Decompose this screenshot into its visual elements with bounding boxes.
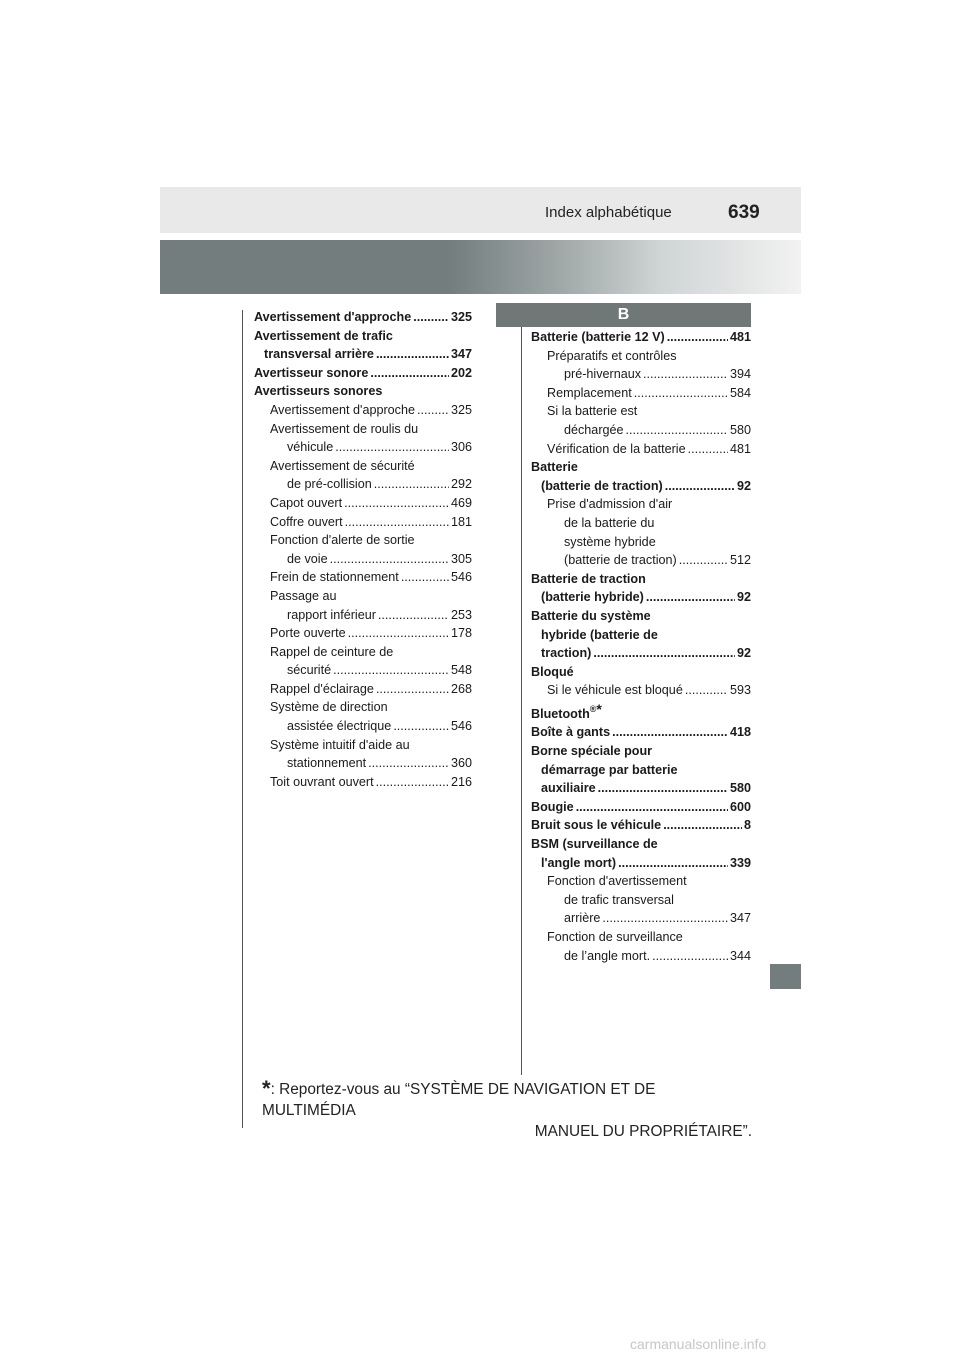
index-entry [254,327,472,364]
index-entry-page: 292 [450,477,472,492]
index-entry [254,568,472,587]
dot-leader [344,494,449,513]
index-entry-label: Coffre ouvert [270,514,343,529]
index-entry-label: de trafic transversal [564,892,674,907]
footnote-text-line1: : Reportez-vous au “SYSTÈME DE NAVIGATION ET DE MULTIMÉDIA [262,1081,656,1119]
index-entry-label: Batterie de traction [531,571,646,586]
dot-leader [652,947,728,966]
index-entry-label: système hybride [564,534,656,549]
dot-leader [376,345,449,364]
index-entry-label: Toit ouvrant ouvert [270,774,374,789]
index-entry-label: Fonction d'alerte de sortie [270,533,415,548]
index-entry-label: pré-hivernaux [564,367,642,382]
index-entry [254,457,472,494]
index-entry [531,495,751,569]
index-entry-page: 481 [729,330,751,344]
index-entry-page: 202 [450,365,472,380]
index-entry-label: Rappel de ceinture de [270,644,394,659]
index-entry [254,680,472,699]
index-entry-page: 181 [450,514,472,529]
index-entry [254,531,472,568]
page-number: 639 [728,202,760,223]
chapter-thumb-tab [770,964,801,989]
index-entry-label: stationnement [287,756,367,771]
index-entry-page: 580 [729,422,751,437]
index-entry [531,723,751,742]
index-column-left [254,308,472,791]
footnote-asterisk: * [262,1076,271,1101]
index-entry [531,872,751,928]
index-entry-page: 469 [450,495,472,510]
dot-leader [376,680,449,699]
dot-leader [330,550,449,569]
index-entry-label: (batterie de traction) [541,478,663,493]
dot-leader [634,384,728,403]
dot-leader [413,308,449,327]
dot-leader [374,475,449,494]
dot-leader [602,909,728,928]
dot-leader [593,644,735,663]
index-entry-label: Borne spéciale pour [531,744,653,759]
dot-leader [618,854,728,873]
header-bar [160,187,801,233]
index-entry [254,643,472,680]
index-entry-label: Bluetooth [531,706,590,721]
index-entry-page: 253 [450,607,472,622]
index-entry-page: 325 [450,310,472,324]
index-entry [531,681,751,700]
dot-leader [401,568,449,587]
index-entry-label: Fonction d'avertissement [547,874,687,889]
dot-leader [376,773,449,792]
section-letter-header: B [496,303,751,327]
index-entry-page: 268 [450,681,472,696]
index-entry-label: Passage au [270,588,337,603]
index-entry-label: (batterie hybride) [541,590,644,605]
index-entry-page: 92 [736,478,751,493]
index-entry-label: traction) [541,646,592,661]
dot-leader [646,588,735,607]
index-entry [531,384,751,403]
index-entry-page: 593 [729,683,751,698]
index-entry-label: rapport inférieur [287,607,376,622]
index-entry-page: 347 [729,911,751,926]
index-entry-page: 584 [729,385,751,400]
index-entry [254,773,472,792]
dot-leader [685,681,728,700]
index-entry-page: 92 [736,590,751,605]
index-entry-label: Batterie [531,460,578,475]
index-entry-page: 418 [729,725,751,740]
index-entry-label: Avertissement de sécurité [270,458,415,473]
index-entry-label: Avertisseur sonore [254,365,369,380]
dot-leader [345,513,449,532]
index-entry [531,458,751,495]
index-entry [531,700,751,724]
index-entry-label: arrière [564,911,601,926]
index-entry [531,742,751,798]
index-entry-label: Avertisseurs sonores [254,384,383,399]
index-entry-page: 92 [736,646,751,661]
index-entry [531,440,751,459]
index-entry-label: Avertissement d'approche [254,310,412,324]
index-entry-label: Préparatifs et contrôles [547,348,677,363]
index-entry [254,736,472,773]
index-entry [531,347,751,384]
index-entry-label: Rappel d'éclairage [270,681,374,696]
index-entry-label: Avertissement d'approche [270,402,415,417]
dot-leader [626,421,728,440]
index-entry-label: Porte ouverte [270,626,346,641]
index-entry [531,798,751,817]
dot-leader [667,328,728,347]
index-entry-label: Bougie [531,799,574,814]
dot-leader [643,365,728,384]
index-entry-label: Système intuitif d'aide au [270,737,410,752]
index-entry-label: Si le véhicule est bloqué [547,683,683,698]
dot-leader [417,401,449,420]
running-header-title: Index alphabétique [545,204,672,221]
index-entry [531,816,751,835]
index-entry-label: sécurité [287,663,332,678]
index-entry-label: l'angle mort) [541,855,617,870]
index-entry-label: Bloqué [531,664,574,679]
dot-leader [335,438,449,457]
left-margin-rule [242,310,243,1128]
dot-leader [688,440,728,459]
index-entry [254,420,472,457]
index-entry-label: démarrage par batterie [541,762,678,777]
dot-leader [663,816,742,835]
index-entry-label: de la batterie du [564,515,655,530]
index-entry-label: assistée électrique [287,719,392,734]
dot-leader [393,717,449,736]
index-entry-page: 394 [729,367,751,382]
index-entry [254,401,472,420]
index-entry-label: Prise d'admission d'air [547,497,673,512]
index-entry-label: (batterie de traction) [564,553,677,568]
index-entry-label: de voie [287,551,328,566]
dot-leader [370,364,449,383]
index-entry-label: Avertissement de trafic [254,328,393,343]
index-entry-label: de pré-collision [287,477,372,492]
index-entry [531,328,751,347]
index-entry-label: transversal arrière [264,347,374,362]
index-entry-page: 339 [729,855,751,870]
index-entry-page: 481 [729,441,751,456]
index-entry-page: 546 [450,719,472,734]
index-entry [254,587,472,624]
index-entry [254,494,472,513]
index-entry-page: 216 [450,774,472,789]
index-entry [254,624,472,643]
index-entry-page: 344 [729,948,751,963]
footnote-text-line2: MANUEL DU PROPRIÉTAIRE”. [534,1123,752,1140]
index-entry-label: BSM (surveillance de [531,837,658,852]
index-entry-label: Système de direction [270,700,388,715]
index-entry-label: Vérification de la batterie [547,441,686,456]
index-entry [254,513,472,532]
index-entry-page: 600 [729,799,751,814]
dot-leader [348,624,449,643]
gradient-band [160,240,801,294]
index-entry-label: Boîte à gants [531,725,611,740]
index-entry [531,607,751,663]
index-entry [254,308,472,327]
index-entry [531,570,751,607]
dot-leader [368,754,449,773]
dot-leader [665,477,735,496]
index-entry-page: 8 [743,818,751,833]
index-entry-label: Capot ouvert [270,495,343,510]
index-entry-page: 512 [729,553,751,568]
dot-leader [679,551,728,570]
index-entry-page: 548 [450,663,472,678]
index-entry [254,382,472,401]
index-entry [254,698,472,735]
index-entry [531,928,751,965]
index-entry-label: Frein de stationnement [270,570,399,585]
index-column-right [531,328,751,965]
index-entry-label: Si la batterie est [547,404,638,419]
dot-leader [598,779,728,798]
index-entry-page: 580 [729,781,751,796]
registered-mark: ® [589,703,597,714]
index-entry-label: de l’angle mort. [564,948,651,963]
index-entry [531,402,751,439]
dot-leader [333,661,449,680]
index-entry [531,663,751,682]
dot-leader [576,798,728,817]
index-entry [254,364,472,383]
index-entry-page: 325 [450,402,472,417]
index-entry-label: Batterie (batterie 12 V) [531,330,665,344]
index-entry-page: 306 [450,440,472,455]
dot-leader [378,606,449,625]
dot-leader [612,723,728,742]
index-entry-page: 546 [450,570,472,585]
column-divider-rule [521,310,522,1075]
index-entry-page: 305 [450,551,472,566]
index-entry-label: Avertissement de roulis du [270,421,419,436]
index-entry-label: Bruit sous le véhicule [531,818,662,833]
index-entry-label: Fonction de surveillance [547,930,683,944]
index-entry-label: véhicule [287,440,334,455]
footnote-ref-asterisk: * [596,700,602,717]
index-entry-page: 360 [450,756,472,771]
footnote [262,1078,752,1142]
index-entry-page: 347 [450,347,472,362]
watermark: carmanualsonline.info [630,1336,767,1352]
index-entry-label: Batterie du système [531,608,651,623]
index-entry-label: Remplacement [547,385,632,400]
index-entry-page: 178 [450,626,472,641]
index-entry-label: déchargée [564,422,624,437]
index-entry [531,835,751,872]
index-entry-label: auxiliaire [541,781,596,796]
index-entry-label: hybride (batterie de [541,627,658,642]
